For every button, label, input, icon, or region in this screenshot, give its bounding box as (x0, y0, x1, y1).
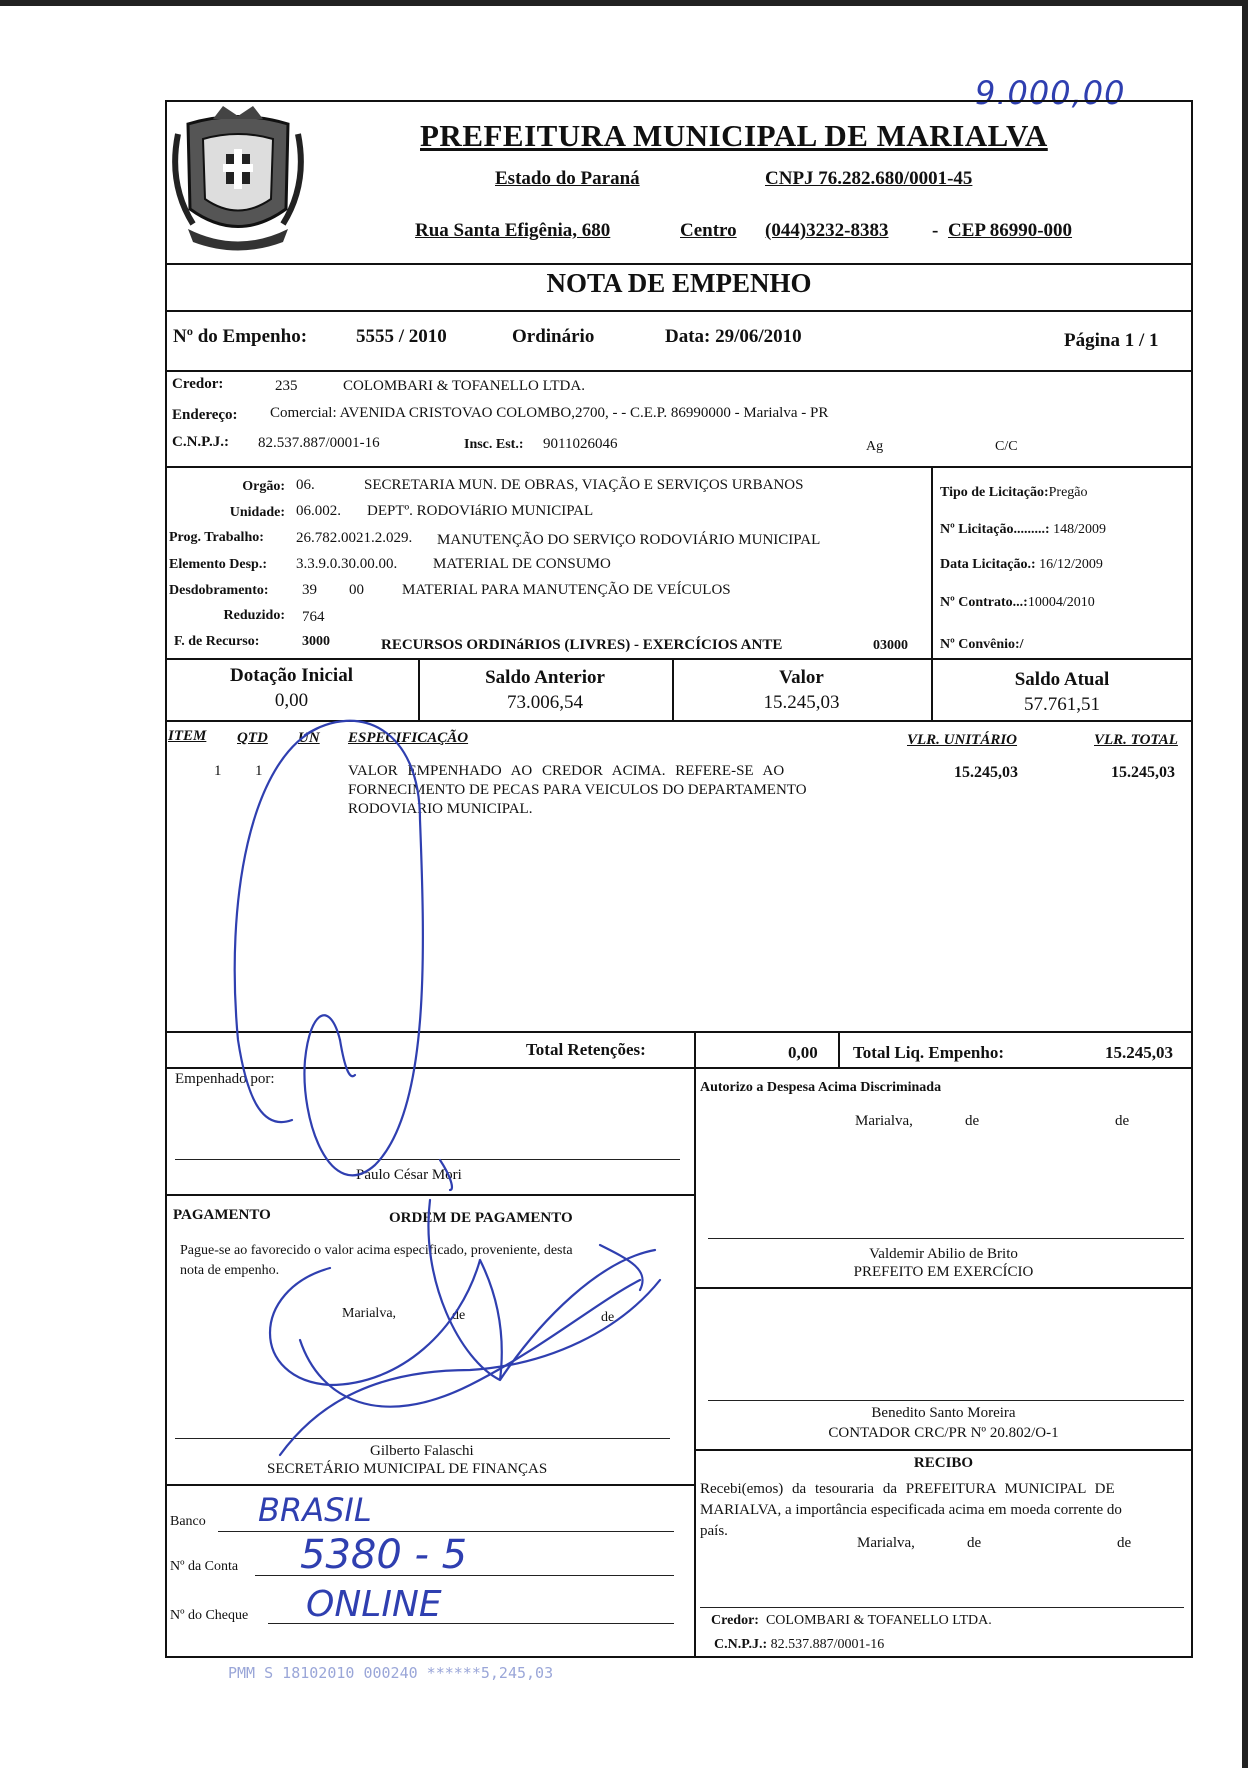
total-retencoes-label: Total Retenções: (526, 1040, 646, 1059)
prefeito-role: PREFEITO EM EXERCÍCIO (853, 1264, 1034, 1280)
saldo-anterior-value: 73.006,54 (507, 692, 583, 713)
prefeitura-title: PREFEITURA MUNICIPAL DE MARIALVA (420, 118, 1048, 153)
desdobramento-code: 39 (302, 582, 317, 598)
unidade-code: 06.002. (296, 503, 341, 519)
empenho-number-label: Nº do Empenho: (173, 326, 308, 347)
credor-name: COLOMBARI & TOFANELLO LTDA. (343, 378, 585, 394)
elemento-code: 3.3.9.0.30.00.00. (296, 556, 398, 572)
cnpj-header: CNPJ 76.282.680/0001-45 (765, 168, 973, 189)
credor-code: 235 (275, 378, 298, 394)
contador-name: Benedito Santo Moreira (871, 1405, 1016, 1421)
data-licitacao: Data Licitação.: 16/12/2009 (940, 557, 1103, 572)
page-number: Página 1 / 1 (1064, 330, 1159, 351)
col-item: ITEM (168, 728, 207, 744)
col-un: UN (298, 730, 320, 746)
empenhado-por-name: Paulo César Mori (356, 1167, 462, 1183)
tipo-licitacao: Tipo de Licitação:Pregão (940, 485, 1088, 500)
address-header: Rua Santa Efigênia, 680 (415, 220, 611, 241)
reduzido-label: Reduzido: (223, 608, 285, 623)
dotacao-inicial-value: 0,00 (274, 690, 309, 711)
empenho-number: 5555 / 2010 (356, 326, 447, 347)
orgao-desc: SECRETARIA MUN. DE OBRAS, VIAÇÃO E SERVIÇOS URBANOS (364, 477, 804, 493)
conta-label: Nº da Conta (170, 1559, 239, 1574)
item-qtd: 1 (255, 763, 263, 779)
recibo-title: RECIBO (913, 1455, 974, 1471)
pagamento-text-2: nota de empenho. (180, 1263, 280, 1278)
pagamento-text-1: Pague-se ao favorecido o valor acima especificado, proveniente, desta (180, 1243, 573, 1258)
authentication-stamp: PMM S 18102010 000240 ******5,245,03 (228, 1664, 554, 1682)
recibo-city: Marialva, (857, 1535, 915, 1551)
pagamento-de-1: de (452, 1308, 466, 1323)
recibo-text-3: país. (700, 1523, 728, 1539)
cc-label: C/C (995, 439, 1018, 454)
numero-convenio: Nº Convênio:/ (940, 637, 1024, 652)
item-unit-value: 15.245,03 (954, 764, 1018, 781)
insc-value: 9011026046 (543, 436, 618, 452)
cep-header: CEP 86990-000 (948, 220, 1073, 241)
item-desc-line1: VALOR EMPENHADO AO CREDOR ACIMA. REFERE-SE AO (348, 763, 785, 779)
header-separator: - (932, 220, 939, 241)
empenho-date: Data: 29/06/2010 (665, 326, 802, 347)
reduzido-code: 764 (302, 609, 325, 625)
empenhado-por-label: Empenhado por: (175, 1071, 275, 1087)
recibo-cnpj: C.N.P.J.: 82.537.887/0001-16 (714, 1637, 885, 1652)
total-retencoes-value: 0,00 (788, 1043, 818, 1062)
recibo-text-1: Recebi(emos) da tesouraria da PREFEITURA MUNICIPAL DE (700, 1481, 1115, 1497)
pagamento-label: PAGAMENTO (173, 1207, 271, 1223)
pagamento-de-2: de (601, 1310, 615, 1325)
orgao-code: 06. (296, 477, 315, 493)
banco-label: Banco (170, 1514, 206, 1529)
desdobramento-label: Desdobramento: (169, 583, 269, 598)
ag-label: Ag (866, 439, 884, 454)
credor-address: Comercial: AVENIDA CRISTOVAO COLOMBO,2700, - - C.E.P. 86990000 - Marialva - PR (270, 405, 829, 421)
empenho-type: Ordinário (512, 326, 595, 347)
dotacao-inicial-label: Dotação Inicial (230, 665, 353, 686)
recibo-de-2: de (1117, 1535, 1132, 1551)
valor-label: Valor (779, 667, 824, 688)
cheque-label: Nº do Cheque (170, 1608, 249, 1623)
total-liquido-value: 15.245,03 (1105, 1043, 1173, 1062)
handwritten-amount: 9.000,00 (975, 74, 1126, 112)
prefeito-name: Valdemir Abilio de Brito (869, 1246, 1018, 1262)
autorizo-de-2: de (1115, 1113, 1130, 1129)
insc-label: Insc. Est.: (464, 437, 524, 452)
unidade-label: Unidade: (229, 505, 285, 520)
contador-role: CONTADOR CRC/PR Nº 20.802/O-1 (828, 1425, 1059, 1441)
autorizo-label: Autorizo a Despesa Acima Discriminada (700, 1080, 942, 1095)
conta-value: 5380 - 5 (300, 1532, 468, 1578)
col-valor-unitario: VLR. UNITÁRIO (907, 732, 1018, 748)
coat-of-arms-logo (168, 104, 308, 254)
item-desc-line2: FORNECIMENTO DE PECAS PARA VEICULOS DO DEPARTAMENTO (348, 782, 807, 798)
numero-licitacao: Nº Licitação.........: 148/2009 (940, 522, 1106, 537)
total-liquido-label: Total Liq. Empenho: (853, 1043, 1004, 1062)
secretario-role: SECRETÁRIO MUNICIPAL DE FINANÇAS (267, 1461, 548, 1477)
prog-desc: MANUTENÇÃO DO SERVIÇO RODOVIÁRIO MUNICIPAL (437, 532, 821, 548)
saldo-atual-label: Saldo Atual (1014, 669, 1110, 690)
page-edge-right (1242, 0, 1248, 1768)
col-valor-total: VLR. TOTAL (1094, 732, 1178, 748)
recibo-de-1: de (967, 1535, 982, 1551)
recibo-text-2: MARIALVA, a importância especificada acima em moeda corrente do (700, 1502, 1122, 1518)
col-qtd: QTD (237, 730, 268, 746)
secretario-name: Gilberto Falaschi (370, 1443, 474, 1459)
prog-label: Prog. Trabalho: (169, 530, 264, 545)
recurso-desc: RECURSOS ORDINáRIOS (LIVRES) - EXERCÍCIOS ANTE (381, 637, 783, 653)
saldo-atual-value: 57.761,51 (1024, 694, 1100, 715)
item-desc-line3: RODOVIARIO MUNICIPAL. (348, 801, 533, 817)
col-especificacao: ESPECIFICAÇÃO (348, 730, 469, 746)
estado-label: Estado do Paraná (495, 168, 640, 189)
credor-cnpj: 82.537.887/0001-16 (258, 435, 380, 451)
district-header: Centro (680, 220, 737, 241)
saldo-anterior-label: Saldo Anterior (485, 667, 605, 688)
desdobramento-sub: 00 (349, 582, 364, 598)
recurso-code: 3000 (302, 634, 330, 649)
item-total-value: 15.245,03 (1111, 764, 1175, 781)
prog-code: 26.782.0021.2.029. (296, 530, 413, 546)
page-edge-top (0, 0, 1248, 6)
autorizo-city: Marialva, (855, 1113, 913, 1129)
cheque-value: ONLINE (306, 1584, 442, 1625)
numero-contrato: Nº Contrato...:10004/2010 (940, 595, 1095, 610)
elemento-desc: MATERIAL DE CONSUMO (433, 556, 611, 572)
autorizo-de-1: de (965, 1113, 980, 1129)
doc-title: NOTA DE EMPENHO (546, 268, 812, 298)
recibo-credor: Credor: COLOMBARI & TOFANELLO LTDA. (711, 1613, 992, 1628)
phone-header: (044)3232-8383 (765, 220, 889, 241)
orgao-label: Orgão: (242, 479, 285, 494)
desdobramento-desc: MATERIAL PARA MANUTENÇÃO DE VEÍCULOS (402, 582, 731, 598)
banco-value: BRASIL (258, 1491, 372, 1529)
recurso-code2: 03000 (873, 638, 908, 653)
cnpj-label: C.N.P.J.: (172, 434, 229, 450)
ordem-pagamento-label: ORDEM DE PAGAMENTO (389, 1210, 573, 1226)
endereco-label: Endereço: (172, 407, 238, 423)
item-number: 1 (214, 763, 222, 779)
valor-value: 15.245,03 (763, 692, 840, 713)
unidade-desc: DEPTº. RODOVIáRIO MUNICIPAL (367, 503, 594, 519)
credor-label: Credor: (172, 376, 224, 392)
pagamento-city: Marialva, (342, 1306, 397, 1321)
elemento-label: Elemento Desp.: (169, 557, 267, 572)
recurso-label: F. de Recurso: (174, 634, 260, 649)
